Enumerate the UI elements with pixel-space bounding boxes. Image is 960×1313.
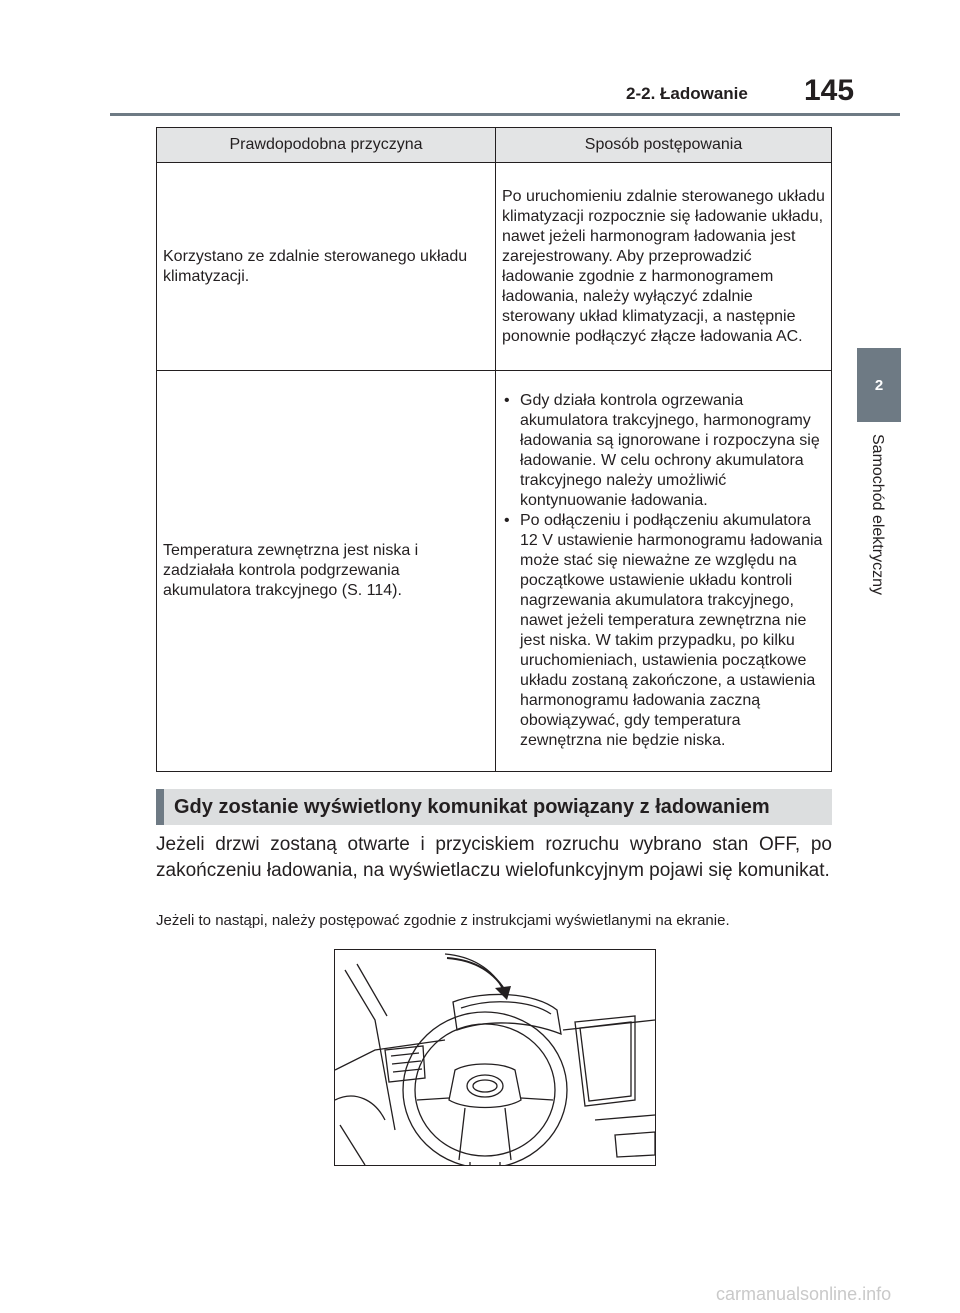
table-header-row: [157, 128, 832, 163]
steering-wheel-dashboard-drawing: [335, 950, 655, 1165]
cause-cell: [157, 163, 496, 371]
note-paragraph: Jeżeli to nastąpi, należy postępować zgodnie z instrukcjami wyświetlanymi na ekranie.: [156, 912, 730, 929]
header-section-title: 2-2. Ładowanie: [626, 84, 748, 103]
column-header-cause: Prawdopodobna przyczyna: [157, 128, 496, 163]
remedy-cell: [496, 163, 832, 371]
column-header-remedy: Sposób postępowania: [496, 128, 832, 163]
table-row: [157, 163, 832, 371]
cause-cell: [157, 371, 496, 772]
header-rule: [110, 113, 900, 116]
table-row: [157, 371, 832, 772]
body-paragraph: Jeżeli drzwi zostaną otwarte i przyciskiem rozruchu wybrano stan OFF, po zakończeniu ładowania, na wyświetlaczu wielofunkcyjnym pojawi się komunikat.: [156, 834, 832, 881]
page-number: 145: [804, 74, 855, 107]
cause-text: Korzystano ze zdalnie sterowanego układu klimatyzacji.: [163, 247, 468, 285]
cause-text: Temperatura zewnętrzna jest niska i zadziałała kontrola podgrzewania akumulatora trakcyjnego (S. 114).: [163, 542, 419, 599]
list-item: • Po odłączeniu i podłączeniu akumulatora 12 V ustawienie harmonogramu ładowania może stać się nieważne ze względu na początkowe ustawienie układu kontroli nagrzewania akumulatora trakcyjnego, nawet jeżeli temperatura zewnętrzna nie jest niska. W takim przypadku, po kilku uruchomieniach, ustawienia początkowe układu zostaną zakończone, a ustawienia harmonogramu ładowania zaczną obowiązywać, gdy temperatura zewnętrzna nie będzie niska.: [502, 511, 825, 751]
section-heading: [156, 789, 832, 825]
dashboard-illustration: [334, 949, 656, 1166]
section-heading-bar: [156, 789, 164, 825]
remedy-bullet-list: [502, 391, 825, 751]
watermark-text: carmanualsonline.info: [716, 1284, 892, 1304]
remedy-cell: [496, 371, 832, 772]
list-item: • Gdy działa kontrola ogrzewania akumulatora trakcyjnego, harmonogramy ładowania są ignorowane i rozpoczyna się ładowanie. W celu ochrony akumulatora trakcyjnego należy umożliwić kontynuowanie ładowania.: [502, 391, 825, 511]
causes-table: [156, 127, 832, 772]
section-heading-title: Gdy zostanie wyświetlony komunikat powiązany z ładowaniem: [174, 795, 770, 818]
chapter-tab: 2: [857, 348, 901, 422]
chapter-label: Samochód elektryczny: [869, 434, 886, 595]
remedy-text: Po uruchomieniu zdalnie sterowanego układu klimatyzacji rozpocznie się ładowanie układu, nawet jeżeli harmonogram ładowania jest zarejestrowany. Aby przeprowadzić ładowanie zgodnie z harmonogramem ładowania, należy wyłączyć zdalnie sterowany układ klimatyzacji, a następnie ponownie podłączyć złącze ładowania AC.: [502, 187, 825, 345]
